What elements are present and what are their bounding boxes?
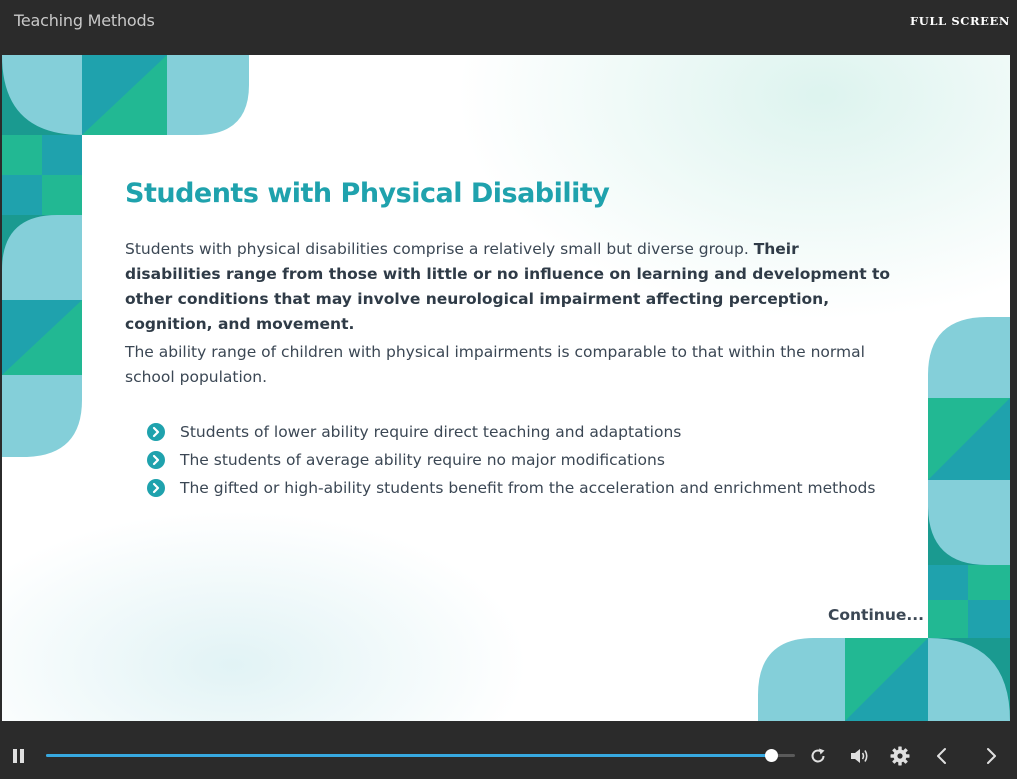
pause-icon[interactable] <box>12 748 26 764</box>
continue-link[interactable]: Continue... <box>828 606 925 624</box>
list-item <box>147 474 875 502</box>
intro-bold-text: Their disabilities range from those with little or no influence on learning and development to other conditions that may involve neurological impairment affecting perception, cognition, and movement. <box>125 240 891 333</box>
course-title: Teaching Methods <box>14 11 155 30</box>
bullet-text: Students of lower ability require direct teaching and adaptations <box>180 423 682 441</box>
intro-text: Students with physical disabilities comprise a relatively small but diverse group. <box>125 240 754 258</box>
list-item <box>147 418 875 446</box>
ability-paragraph: The ability range of children with physical impairments is comparable to that within the normal school population. <box>125 343 865 386</box>
chevron-right-circle-icon <box>147 451 165 469</box>
bullet-text: The students of average ability require no major modifications <box>180 451 665 469</box>
previous-icon[interactable] <box>935 747 949 765</box>
seek-bar-handle[interactable] <box>765 749 778 762</box>
bullet-text: The gifted or high-ability students benefit from the acceleration and enrichment methods <box>180 479 876 497</box>
intro-paragraph <box>125 237 895 337</box>
volume-icon[interactable] <box>850 747 870 765</box>
player-controls <box>0 722 1017 779</box>
list-item <box>147 446 875 474</box>
chevron-right-circle-icon <box>147 479 165 497</box>
slide-canvas <box>2 55 1010 721</box>
next-icon[interactable] <box>984 747 998 765</box>
settings-icon[interactable] <box>890 746 910 766</box>
seek-bar-progress <box>46 754 771 757</box>
seek-bar[interactable] <box>46 754 795 757</box>
top-bar <box>0 0 1017 55</box>
chevron-right-circle-icon <box>147 423 165 441</box>
full-screen-button[interactable]: FULL SCREEN <box>909 14 1010 28</box>
bullet-list <box>147 418 875 502</box>
slide-heading: Students with Physical Disability <box>125 178 610 209</box>
replay-icon[interactable] <box>809 747 827 765</box>
